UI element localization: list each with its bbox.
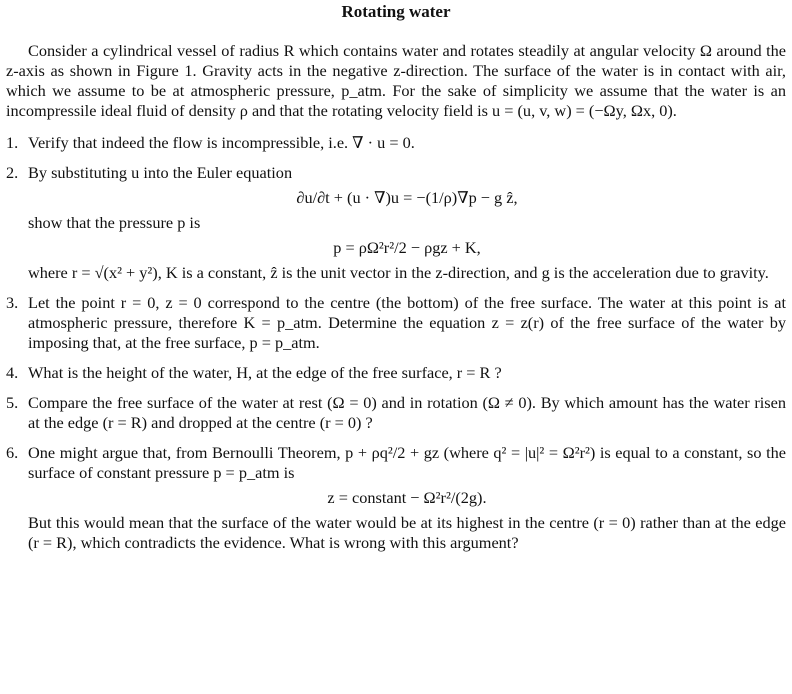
intro-text: Consider a cylindrical vessel of radius R which contains water and rotates steadily at angular velocity Ω around the z-axis as shown in Figure 1. Gravity acts in the negative z-direction. The surface of the water is in contact with air, which we assume to be at atmospheric pressure, p_atm. For the sake of simplicity we assume that the water is an incompressile ideal fluid of density ρ and that the rotating velocity field is u = (u, v, w) = (−Ωy, Ωx, 0).: [6, 41, 786, 120]
problem-text: By substituting u into the Euler equation: [28, 163, 293, 182]
problem-text-after: But this would mean that the surface of the water would be at its highest in the centre (r = 0) rather than at the edge (r = R), which contradicts the evidence. What is wrong with this argument?: [28, 513, 786, 552]
problem-text: Let the point r = 0, z = 0 correspond to the centre (the bottom) of the free surface. The water at this point is at atmospheric pressure, therefore K = p_atm. Determine the equation z = z(r) of the free surface of the water by imposing that, at the free surface, p = p_atm.: [28, 293, 786, 352]
pressure-equation: p = ρΩ²r²/2 − ρgz + K,: [333, 238, 481, 257]
bernoulli-equation: z = constant − Ω²r²/(2g).: [327, 488, 487, 507]
problem-1: [6, 133, 786, 153]
problem-number: 5.: [6, 393, 19, 412]
problem-3: [6, 293, 786, 353]
problem-text: What is the height of the water, H, at the edge of the free surface, r = R ?: [28, 363, 502, 382]
document-title: Rotating water: [341, 2, 451, 21]
problem-text-mid: show that the pressure p is: [28, 213, 201, 232]
problem-number: 4.: [6, 363, 19, 382]
problem-list: [6, 133, 786, 553]
problem-text: One might argue that, from Bernoulli Theorem, p + ρq²/2 + gz (where q² = |u|² = Ω²r²) is equal to a constant, so the surface of constant pressure p = p_atm is: [28, 443, 786, 482]
problem-5: [6, 393, 786, 433]
problem-6: [6, 443, 786, 553]
problem-number: 3.: [6, 293, 19, 312]
intro-paragraph: [6, 41, 786, 121]
problem-number: 6.: [6, 443, 19, 462]
problem-4: [6, 363, 786, 383]
problem-text: Verify that indeed the flow is incompressible, i.e. ∇ · u = 0.: [28, 133, 415, 152]
problem-text: Compare the free surface of the water at rest (Ω = 0) and in rotation (Ω ≠ 0). By which amount has the water risen at the edge (r = R) and dropped at the centre (r = 0) ?: [28, 393, 786, 432]
euler-equation: ∂u/∂t + (u · ∇)u = −(1/ρ)∇p − g ẑ,: [296, 188, 518, 207]
problem-number: 1.: [6, 133, 19, 152]
problem-2: [6, 163, 786, 283]
problem-text-after: where r = √(x² + y²), K is a constant, ẑ is the unit vector in the z-direction, and g is the acceleration due to gravity.: [28, 263, 769, 282]
problem-number: 2.: [6, 163, 19, 182]
